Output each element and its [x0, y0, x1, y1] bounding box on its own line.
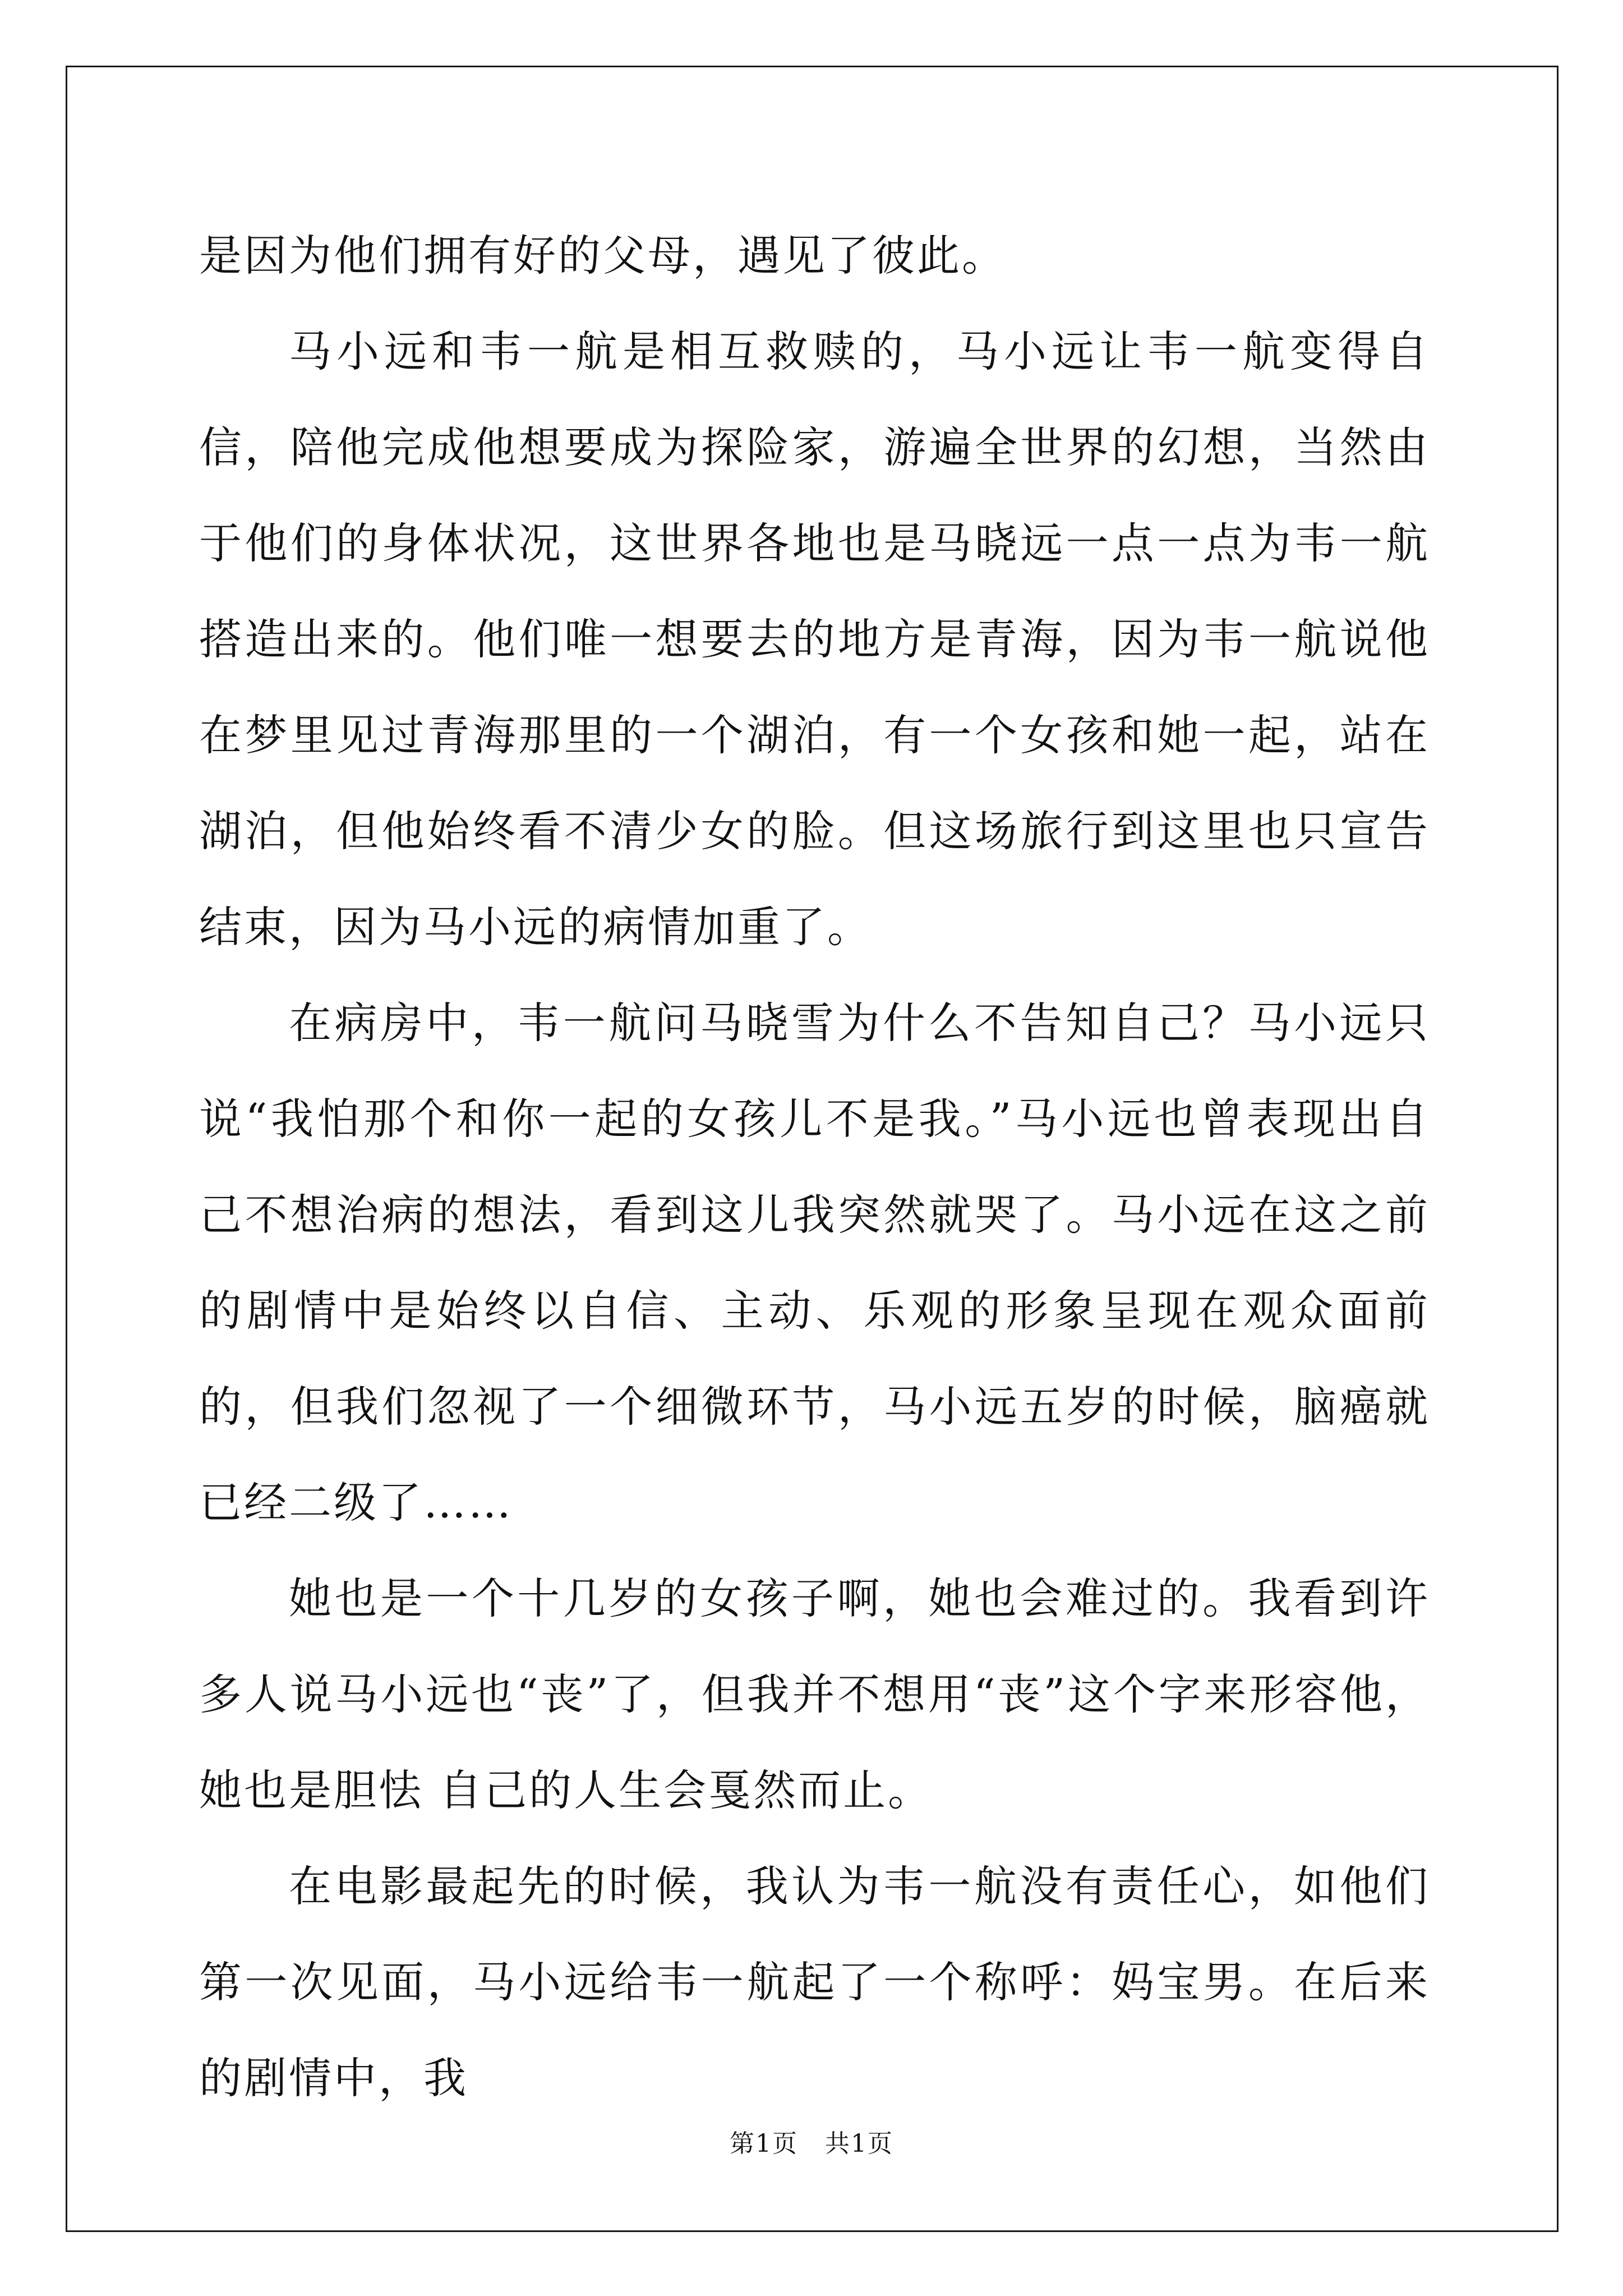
- paragraph-1: 是因为他们拥有好的父母，遇见了彼此。: [199, 231, 1007, 280]
- document-body: [199, 208, 1430, 2126]
- paragraph-2: 马小远和韦一航是相互救赎的，马小远让韦一航变得自信，陪他完成他想要成为探险家，游遍全世界的幻想，当然由于他们的身体状况，这世界各地也是马晓远一点一点为韦一航搭造出来的。他们唯一想要去的地方是青海，因为韦一航说他在梦里见过青海那里的一个湖泊，有一个女孩和她一起，站在湖泊，但他始终看不清少女的脸。但这场旅行到这里也只宣告结束，因为马小远的病情加重了。: [199, 326, 1430, 952]
- paragraph-3: 在病房中，韦一航问马晓雪为什么不告知自己？马小远只说“我怕那个和你一起的女孩儿不是我。”马小远也曾表现出自己不想治病的想法，看到这儿我突然就哭了。马小远在这之前的剧情中是始终以自信、主动、乐观的形象呈现在观众面前的，但我们忽视了一个细微环节，马小远五岁的时候，脑癌就已经二级了……: [199, 998, 1430, 1527]
- page-number-footer: 第1页 共1页: [730, 2129, 893, 2158]
- paragraph-5: 在电影最起先的时候，我认为韦一航没有责任心，如他们第一次见面，马小远给韦一航起了一个称呼：妈宝男。在后来的剧情中，我: [199, 1861, 1430, 2103]
- paragraph-4: 她也是一个十几岁的女孩子啊，她也会难过的。我看到许多人说马小远也“丧”了，但我并不想用“丧”这个字来形容他，她也是胆怯 自己的人生会戛然而止。: [199, 1573, 1430, 1815]
